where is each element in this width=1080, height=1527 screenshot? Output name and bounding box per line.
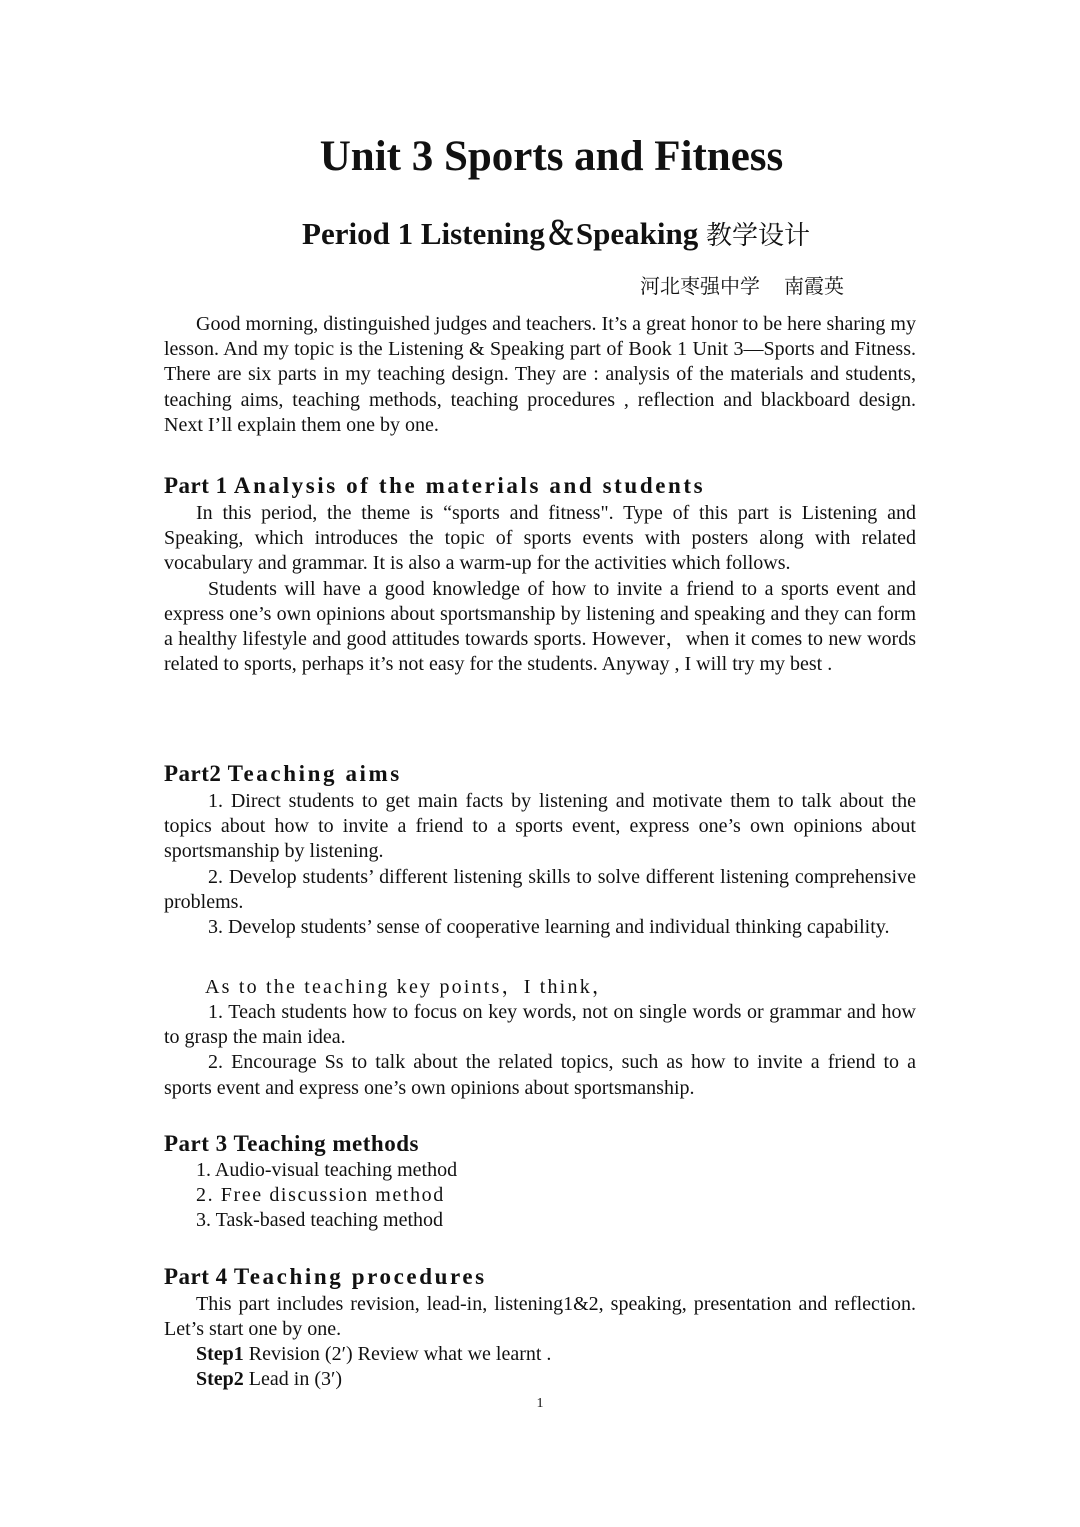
step-item: [196, 1367, 551, 1392]
intro-section: [164, 312, 916, 438]
aim-item: 1. Direct students to get main facts by listening and motivate them to talk about the topics about how to invite a friend to a sports event, express one’s own opinions about sportsmanship by listening.: [164, 790, 916, 863]
step-text: Lead in (3′): [248, 1368, 343, 1390]
step-item: [196, 1342, 551, 1367]
author-school: 河北枣强中学: [640, 274, 760, 298]
part4-intro-section: [164, 1292, 916, 1342]
author-line: [640, 270, 844, 299]
part1-paragraph-1: In this period, the theme is “sports and fitness". Type of this part is Listening and Speaking, which introduces the topic of sports events with posters along with related vocabulary and grammar. It is also a warm-up for the activities which follows.: [164, 502, 916, 575]
subtitle-chinese: 教学设计: [705, 221, 810, 251]
part4-heading: [164, 1264, 487, 1290]
part4-intro: This part includes revision, lead-in, listening1&2, speaking, presentation and reflection. Let’s start one by one.: [164, 1293, 916, 1341]
author-name: 南霞英: [784, 274, 844, 298]
page-number: 1: [536, 1396, 544, 1411]
part3-heading: [164, 1131, 419, 1157]
steps-list: [196, 1342, 551, 1392]
method-item: 3. Task-based teaching method: [196, 1209, 444, 1231]
methods-list: [196, 1158, 457, 1233]
part2-title: Teaching aims: [227, 761, 402, 786]
key-points-intro: As to the teaching key points，I think，: [205, 976, 615, 998]
part3-label: Part 3: [164, 1131, 228, 1156]
method-item: 2. Free discussion method: [196, 1184, 445, 1206]
step-text: Revision (2′) Review what we learnt .: [248, 1343, 552, 1365]
part4-title: Teaching procedures: [233, 1264, 487, 1289]
document-subtitle: [0, 208, 1080, 253]
method-item: 1. Audio-visual teaching method: [196, 1159, 458, 1181]
document-title: Unit 3 Sports and Fitness: [319, 133, 784, 180]
part4-label: Part 4: [164, 1264, 228, 1289]
step-label: Step2: [196, 1368, 244, 1390]
part1-label: Part 1: [164, 473, 228, 498]
aim-item: 2. Develop students’ different listening skills to solve different listening comprehensive problems.: [164, 865, 916, 913]
key-point-item: 2. Encourage Ss to talk about the related topics, such as how to invite a friend to a sports event and express one’s own opinions about sportsmanship.: [164, 1051, 916, 1099]
intro-paragraph: Good morning, distinguished judges and teachers. It’s a great honor to be here sharing my lesson. And my topic is the Listening & Speaking part of Book 1 Unit 3—Sports and Fitness. There are six parts in my teaching design. They are : analysis of the materials and students, teaching aims, teaching methods, teaching procedures , reflection and blackboard design. Next I’ll explain them one by one.: [164, 313, 916, 436]
part1-section: [164, 501, 916, 677]
part1-heading: [164, 473, 705, 499]
part2-aims: [164, 789, 916, 940]
aim-item: 3. Develop students’ sense of cooperative learning and individual thinking capability.: [208, 916, 890, 939]
subtitle-english: Period 1 Listening＆Speaking: [302, 216, 699, 251]
key-point-item: 1. Teach students how to focus on key words, not on single words or grammar and how to grasp the main idea.: [164, 1001, 916, 1049]
part1-paragraph-2: Students will have a good knowledge of how to invite a friend to a sports event and express one’s own opinions about sportsmanship by listening and speaking and they can form a healthy lifestyle and good attitudes towards sports. However，when it comes to new words related to sports, perhaps it’s not easy for the students. Anyway , I will try my best .: [164, 577, 916, 676]
part3-title: Teaching methods: [233, 1131, 419, 1156]
part2-heading: [164, 761, 402, 787]
part2-label: Part2: [164, 761, 222, 786]
part2-key-points: [164, 1000, 916, 1101]
step-label: Step1: [196, 1343, 244, 1365]
part1-title: Analysis of the materials and students: [233, 473, 706, 498]
